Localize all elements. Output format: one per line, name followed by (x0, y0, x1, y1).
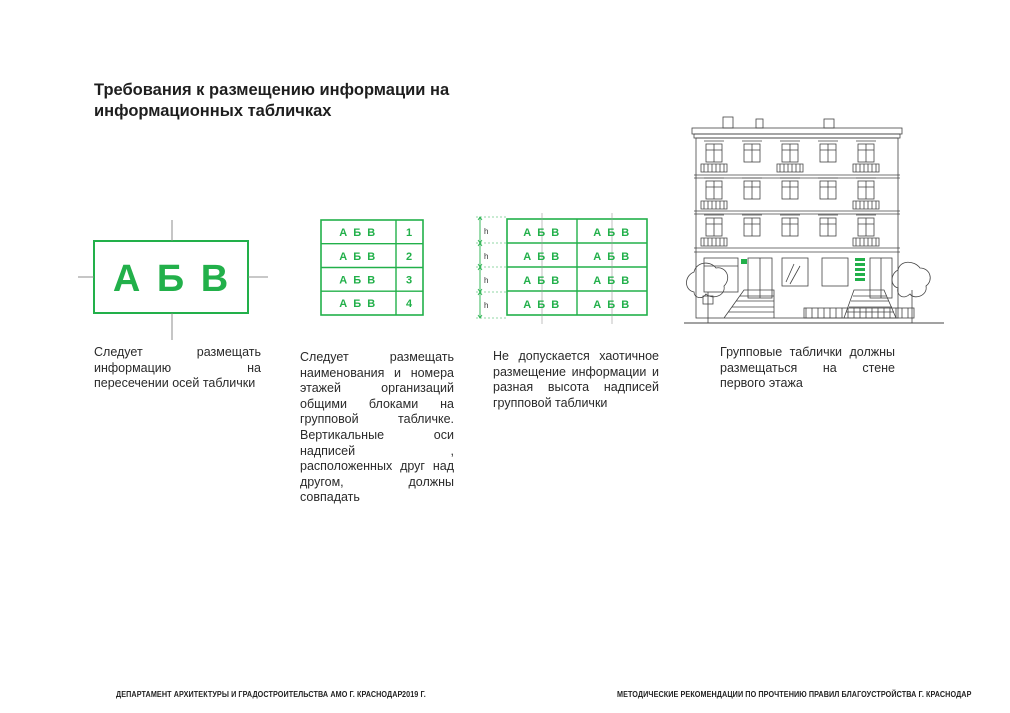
facade-balcony (853, 201, 879, 209)
grid-cell-1-2: А Б В (593, 227, 631, 239)
group-row-3-name: А Б В (339, 274, 377, 287)
caption-axes: Следует размещать информацию на пересечении осей таблички (94, 345, 261, 391)
grid-cell-4-1: А Б В (523, 299, 561, 311)
group-row-2-num: 2 (405, 251, 413, 263)
group-row-2-name: А Б В (339, 251, 377, 263)
grid-cell-2-1: А Б В (523, 251, 561, 263)
facade-balcony (853, 164, 879, 172)
grid-cell-3-1: А Б В (523, 275, 561, 287)
facade-balcony (701, 164, 727, 172)
footer-document-title: МЕТОДИЧЕСКИЕ РЕКОМЕНДАЦИИ ПО ПРОЧТЕНИЮ ПРАВИЛ БЛАГОУСТРОЙСТВА Г. КРАСНОДАР (617, 689, 972, 699)
building-facade-figure (684, 114, 944, 329)
grid-cell-2-2: А Б В (593, 251, 631, 263)
grid-cell-1-1: А Б В (523, 227, 561, 239)
page-title (94, 80, 449, 122)
group-row-4-num: 4 (405, 298, 413, 310)
caption-chaotic: Не допускается хаотичное размещение информации и разная высота надписей групповой таблички (493, 349, 659, 410)
facade-balcony (701, 201, 727, 209)
grid-cell-4-2: А Б В (593, 299, 631, 311)
single-sign-text: А Б В (112, 258, 232, 300)
facade-group-sign (855, 258, 865, 281)
h-label-1: h (484, 227, 489, 236)
group-sign-figure (320, 219, 424, 316)
h-label-2: h (484, 252, 489, 261)
footer-year: 2019 Г. (402, 689, 426, 699)
page-title-line1: Требования к размещению информации на (94, 81, 450, 99)
facade-balcony (777, 164, 803, 172)
h-label-3: h (484, 276, 489, 285)
facade-balcony (701, 238, 727, 246)
caption-ground-floor: Групповые таблички должны размещаться на стене первого этажа (720, 345, 895, 391)
facade-balcony (853, 238, 879, 246)
group-row-1-name: А Б В (339, 227, 377, 239)
group-row-1-num: 1 (405, 227, 413, 239)
single-sign-figure (78, 220, 268, 340)
caption-group-blocks: Следует размещать наименования и номера этажей организаций общими блоками на групповой табличке. Вертикальные оси надписей , расположенных друг над другом, должны совпадать (300, 350, 454, 505)
page-title-line2: информационных табличках (94, 102, 332, 120)
group-row-3-num: 3 (405, 274, 413, 287)
grid-cell-3-2: А Б В (593, 275, 631, 287)
footer-department: ДЕПАРТАМЕНТ АРХИТЕКТУРЫ И ГРАДОСТРОИТЕЛЬСТВА АМО Г. КРАСНОДАР (116, 689, 403, 699)
grid-sign-figure (474, 208, 654, 328)
h-label-4: h (484, 301, 489, 310)
group-row-4-name: А Б В (339, 298, 377, 310)
facade-sign-single (741, 259, 747, 264)
